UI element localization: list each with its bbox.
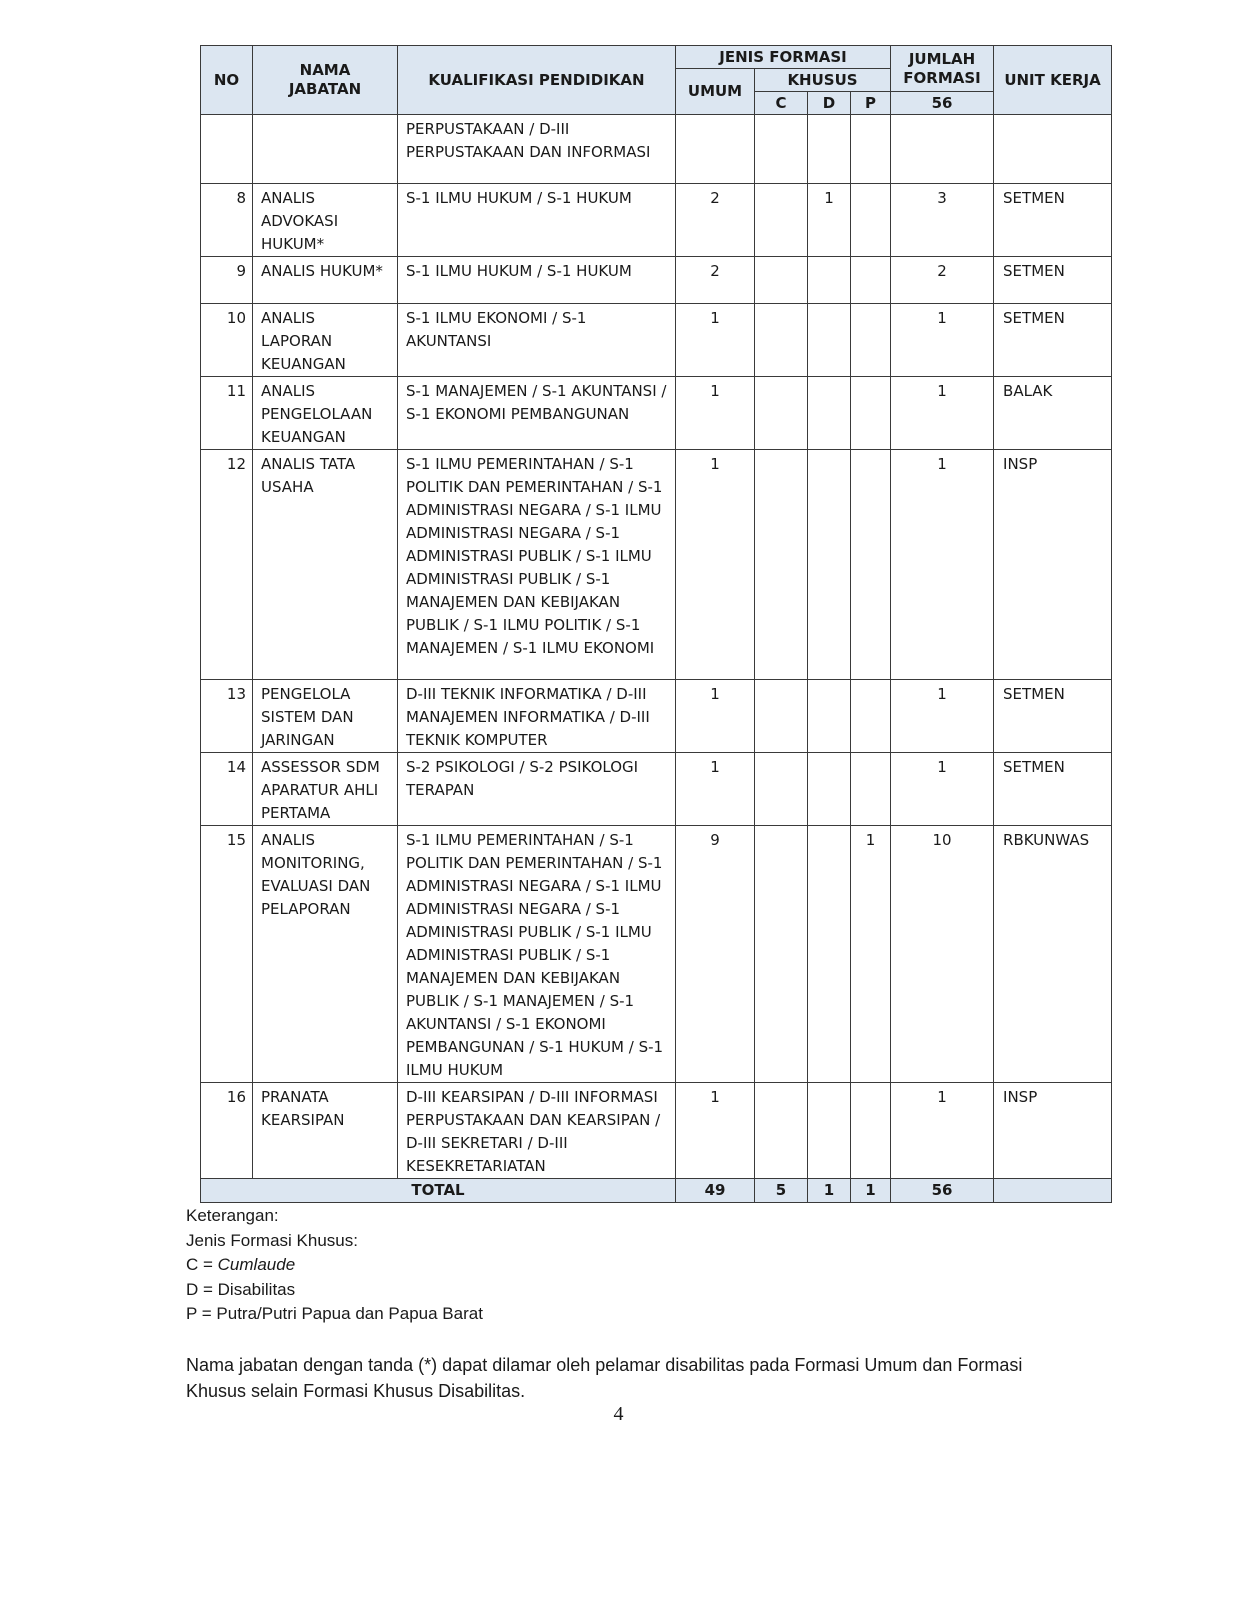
cell-c: [755, 826, 808, 1083]
header-p: P: [851, 92, 891, 115]
table-row: [201, 826, 1112, 1083]
cell-jumlah: 10: [891, 826, 994, 1083]
cell-umum: 1: [676, 753, 755, 826]
cell-no: 13: [201, 680, 253, 753]
cell-c: [755, 184, 808, 257]
header-c: C: [755, 92, 808, 115]
cell-no: 16: [201, 1083, 253, 1179]
cell-unit: SETMEN: [994, 680, 1112, 753]
cell-c: [755, 680, 808, 753]
cell-umum: 9: [676, 826, 755, 1083]
cell-kualifikasi: S-1 ILMU HUKUM / S-1 HUKUM: [398, 257, 676, 304]
note-c-prefix: C =: [186, 1255, 218, 1274]
cell-jabatan: ANALIS MONITORING, EVALUASI DAN PELAPORAN: [253, 826, 398, 1083]
table-row: [201, 680, 1112, 753]
cell-c: [755, 257, 808, 304]
cell-jabatan: PENGELOLA SISTEM DAN JARINGAN: [253, 680, 398, 753]
page-number: 4: [613, 1403, 624, 1425]
cell-d: [808, 450, 851, 680]
cell-c: [755, 304, 808, 377]
cell-no: 14: [201, 753, 253, 826]
cell-no: 11: [201, 377, 253, 450]
cell-jabatan: ANALIS HUKUM*: [253, 257, 398, 304]
cell-no: [201, 115, 253, 184]
total-umum: 49: [676, 1179, 755, 1203]
cell-unit: SETMEN: [994, 304, 1112, 377]
cell-p: [851, 450, 891, 680]
cell-unit: RBKUNWAS: [994, 826, 1112, 1083]
total-unit: [994, 1179, 1112, 1203]
header-jumlah-formasi: JUMLAH FORMASI: [891, 46, 994, 92]
notes-heading: Keterangan:: [186, 1206, 279, 1225]
cell-umum: 1: [676, 450, 755, 680]
table-header: [201, 46, 1112, 115]
total-label: TOTAL: [201, 1179, 676, 1203]
cell-no: 15: [201, 826, 253, 1083]
cell-jabatan: ASSESSOR SDM APARATUR AHLI PERTAMA: [253, 753, 398, 826]
cell-jumlah: 1: [891, 450, 994, 680]
table-row: [201, 257, 1112, 304]
cell-umum: 1: [676, 304, 755, 377]
cell-jabatan: ANALIS ADVOKASI HUKUM*: [253, 184, 398, 257]
header-d: D: [808, 92, 851, 115]
cell-jabatan: [253, 115, 398, 184]
cell-kualifikasi: S-1 ILMU PEMERINTAHAN / S-1 POLITIK DAN PEMERINTAHAN / S-1 ADMINISTRASI NEGARA / S-1 ILMU ADMINISTRASI NEGARA / S-1 ADMINISTRASI PUBLIK / S-1 ILMU ADMINISTRASI PUBLIK / S-1 MANAJEMEN DAN KEBIJAKAN PUBLIK / S-1 ILMU POLITIK / S-1 MANAJEMEN / S-1 ILMU EKONOMI: [398, 450, 676, 680]
cell-unit: INSP: [994, 1083, 1112, 1179]
cell-p: [851, 304, 891, 377]
cell-jabatan: PRANATA KEARSIPAN: [253, 1083, 398, 1179]
header-jenis-formasi: JENIS FORMASI: [676, 46, 891, 69]
cell-unit: SETMEN: [994, 184, 1112, 257]
cell-kualifikasi: PERPUSTAKAAN / D-III PERPUSTAKAAN DAN INFORMASI: [398, 115, 676, 184]
total-jumlah: 56: [891, 1179, 994, 1203]
cell-no: 12: [201, 450, 253, 680]
cell-p: [851, 1083, 891, 1179]
cell-jumlah: 1: [891, 377, 994, 450]
cell-d: [808, 257, 851, 304]
cell-d: [808, 680, 851, 753]
cell-d: [808, 826, 851, 1083]
cell-jumlah: [891, 115, 994, 184]
header-unit-kerja: UNIT KERJA: [994, 46, 1112, 115]
table-row: [201, 753, 1112, 826]
note-d: D = Disabilitas: [186, 1279, 296, 1299]
cell-p: [851, 115, 891, 184]
total-row: [201, 1179, 1112, 1203]
header-kualifikasi: KUALIFIKASI PENDIDIKAN: [398, 46, 676, 115]
header-khusus: KHUSUS: [755, 69, 891, 92]
cell-umum: 2: [676, 184, 755, 257]
cell-jabatan: ANALIS TATA USAHA: [253, 450, 398, 680]
cell-unit: SETMEN: [994, 753, 1112, 826]
header-umum: UMUM: [676, 69, 755, 115]
total-p: 1: [851, 1179, 891, 1203]
cell-umum: 1: [676, 1083, 755, 1179]
cell-kualifikasi: S-1 ILMU HUKUM / S-1 HUKUM: [398, 184, 676, 257]
cell-jumlah: 1: [891, 753, 994, 826]
cell-unit: INSP: [994, 450, 1112, 680]
cell-unit: SETMEN: [994, 257, 1112, 304]
cell-p: [851, 753, 891, 826]
header-nama-jabatan: NAMA JABATAN: [253, 46, 398, 115]
cell-p: [851, 257, 891, 304]
header-no: NO: [201, 46, 253, 115]
header-jumlah-total: 56: [891, 92, 994, 115]
cell-jumlah: 1: [891, 1083, 994, 1179]
cell-no: 10: [201, 304, 253, 377]
cell-c: [755, 753, 808, 826]
cell-umum: 1: [676, 680, 755, 753]
cell-d: [808, 115, 851, 184]
cell-p: [851, 680, 891, 753]
notes-section: [186, 1204, 483, 1327]
table-row: [201, 1083, 1112, 1179]
table-row: [201, 450, 1112, 680]
cell-kualifikasi: S-1 ILMU PEMERINTAHAN / S-1 POLITIK DAN PEMERINTAHAN / S-1 ADMINISTRASI NEGARA / S-1 ILMU ADMINISTRASI NEGARA / S-1 ADMINISTRASI PUBLIK / S-1 ILMU ADMINISTRASI PUBLIK / S-1 MANAJEMEN DAN KEBIJAKAN PUBLIK / S-1 MANAJEMEN / S-1 AKUNTANSI / S-1 EKONOMI PEMBANGUNAN / S-1 HUKUM / S-1 ILMU HUKUM: [398, 826, 676, 1083]
cell-umum: [676, 115, 755, 184]
table-row: [201, 304, 1112, 377]
cell-no: 9: [201, 257, 253, 304]
cell-umum: 1: [676, 377, 755, 450]
cell-kualifikasi: D-III KEARSIPAN / D-III INFORMASI PERPUSTAKAAN DAN KEARSIPAN / D-III SEKRETARI / D-III KESEKRETARIATAN: [398, 1083, 676, 1179]
cell-d: [808, 304, 851, 377]
cell-no: 8: [201, 184, 253, 257]
note-p: P = Putra/Putri Papua dan Papua Barat: [186, 1304, 483, 1323]
note-c-value: Cumlaude: [217, 1255, 296, 1274]
cell-umum: 2: [676, 257, 755, 304]
cell-jabatan: ANALIS PENGELOLAAN KEUANGAN: [253, 377, 398, 450]
cell-c: [755, 450, 808, 680]
cell-p: [851, 184, 891, 257]
cell-kualifikasi: S-1 ILMU EKONOMI / S-1 AKUNTANSI: [398, 304, 676, 377]
cell-jumlah: 3: [891, 184, 994, 257]
table-row: [201, 184, 1112, 257]
total-c: 5: [755, 1179, 808, 1203]
footnote: Nama jabatan dengan tanda (*) dapat dilamar oleh pelamar disabilitas pada Formasi Umum dan Formasi Khusus selain Formasi Khusus Disabilitas.: [186, 1355, 1023, 1401]
cell-p: [851, 377, 891, 450]
notes-subheading: Jenis Formasi Khusus:: [186, 1230, 358, 1250]
cell-d: [808, 753, 851, 826]
cell-d: [808, 377, 851, 450]
cell-kualifikasi: S-1 MANAJEMEN / S-1 AKUNTANSI / S-1 EKONOMI PEMBANGUNAN: [398, 377, 676, 450]
cell-jumlah: 1: [891, 680, 994, 753]
cell-d: [808, 1083, 851, 1179]
note-c: [186, 1253, 483, 1278]
cell-kualifikasi: S-2 PSIKOLOGI / S-2 PSIKOLOGI TERAPAN: [398, 753, 676, 826]
cell-c: [755, 1083, 808, 1179]
cell-d: 1: [808, 184, 851, 257]
cell-jabatan: ANALIS LAPORAN KEUANGAN: [253, 304, 398, 377]
cell-jumlah: 1: [891, 304, 994, 377]
cell-c: [755, 115, 808, 184]
table-row: [201, 115, 1112, 184]
formation-table: [200, 45, 1112, 1203]
total-d: 1: [808, 1179, 851, 1203]
cell-unit: BALAK: [994, 377, 1112, 450]
cell-jumlah: 2: [891, 257, 994, 304]
cell-p: 1: [851, 826, 891, 1083]
table-row: [201, 377, 1112, 450]
cell-kualifikasi: D-III TEKNIK INFORMATIKA / D-III MANAJEMEN INFORMATIKA / D-III TEKNIK KOMPUTER: [398, 680, 676, 753]
cell-c: [755, 377, 808, 450]
cell-unit: [994, 115, 1112, 184]
